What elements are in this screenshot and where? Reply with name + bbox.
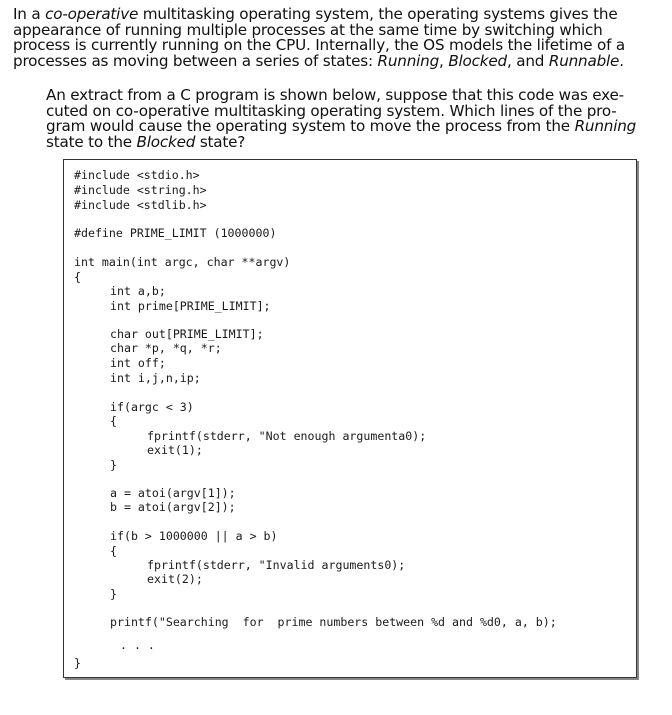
code-line: char out[PRIME_LIMIT]; [110, 327, 264, 341]
code-line: #define PRIME_LIMIT (1000000) [74, 226, 277, 240]
code-line: . . . [120, 638, 155, 652]
text-segment: processes as moving between a series of states: [13, 51, 378, 70]
code-line: printf("Searching for prime numbers between %d and %d0, a, b); [110, 615, 557, 629]
emphasized-term: Running [377, 51, 440, 70]
question-paragraph [46, 88, 636, 150]
code-line: int i,j,n,ip; [110, 371, 201, 385]
code-line: int prime[PRIME_LIMIT]; [110, 299, 271, 313]
code-line: #include <stdlib.h> [74, 198, 207, 212]
code-line: } [110, 458, 117, 472]
emphasized-term: Runnable [548, 51, 620, 70]
intro-paragraph [13, 7, 625, 69]
code-line: exit(1); [147, 443, 203, 457]
emphasized-term: Blocked [448, 51, 507, 70]
text-segment: . [619, 51, 624, 70]
code-line: int a,b; [110, 284, 166, 298]
code-line: fprintf(stderr, "Invalid arguments0); [147, 558, 406, 572]
text-segment: In a [13, 5, 46, 23]
text-segment: gram would cause the operating system to move the process from the [46, 117, 575, 136]
code-line: int main(int argc, char **argv) [74, 255, 291, 269]
emphasized-term: Blocked [136, 132, 196, 151]
code-line: { [74, 270, 81, 284]
code-line: #include <stdio.h> [74, 168, 200, 182]
code-line: if(argc < 3) [110, 400, 194, 414]
text-segment: cuted on co-operative multitasking operating system. Which lines of the pro- [46, 101, 617, 120]
code-line: fprintf(stderr, "Not enough argumenta0); [147, 429, 427, 443]
code-line: b = atoi(argv[2]); [110, 500, 236, 514]
intro-line [13, 51, 625, 70]
text-segment: , and [506, 51, 549, 70]
code-line: a = atoi(argv[1]); [110, 486, 236, 500]
emphasized-term: co-operative [45, 5, 139, 23]
text-segment: process is currently running on the CPU. Internally, the OS models the lifetime of a [13, 36, 626, 55]
text-segment: multitasking operating system, the operating systems gives the [138, 5, 618, 23]
code-line: if(b > 1000000 || a > b) [110, 529, 278, 543]
code-line: } [110, 587, 117, 601]
code-line: char *p, *q, *r; [110, 341, 222, 355]
text-segment: , [439, 51, 449, 70]
emphasized-term: Running [574, 117, 637, 136]
text-segment: appearance of running multiple processes at the same time by switching which [13, 20, 603, 39]
text-segment: An extract from a C program is shown below, suppose that this code was exe- [46, 86, 624, 104]
text-segment: state to the [46, 132, 137, 151]
code-line: } [74, 656, 81, 670]
code-line: { [110, 544, 117, 558]
code-listing [63, 159, 637, 678]
code-line: { [110, 414, 117, 428]
text-segment: state? [195, 132, 246, 151]
code-line: int off; [110, 356, 166, 370]
question-line [46, 132, 636, 151]
code-line: #include <string.h> [74, 183, 207, 197]
code-line: exit(2); [147, 572, 203, 586]
